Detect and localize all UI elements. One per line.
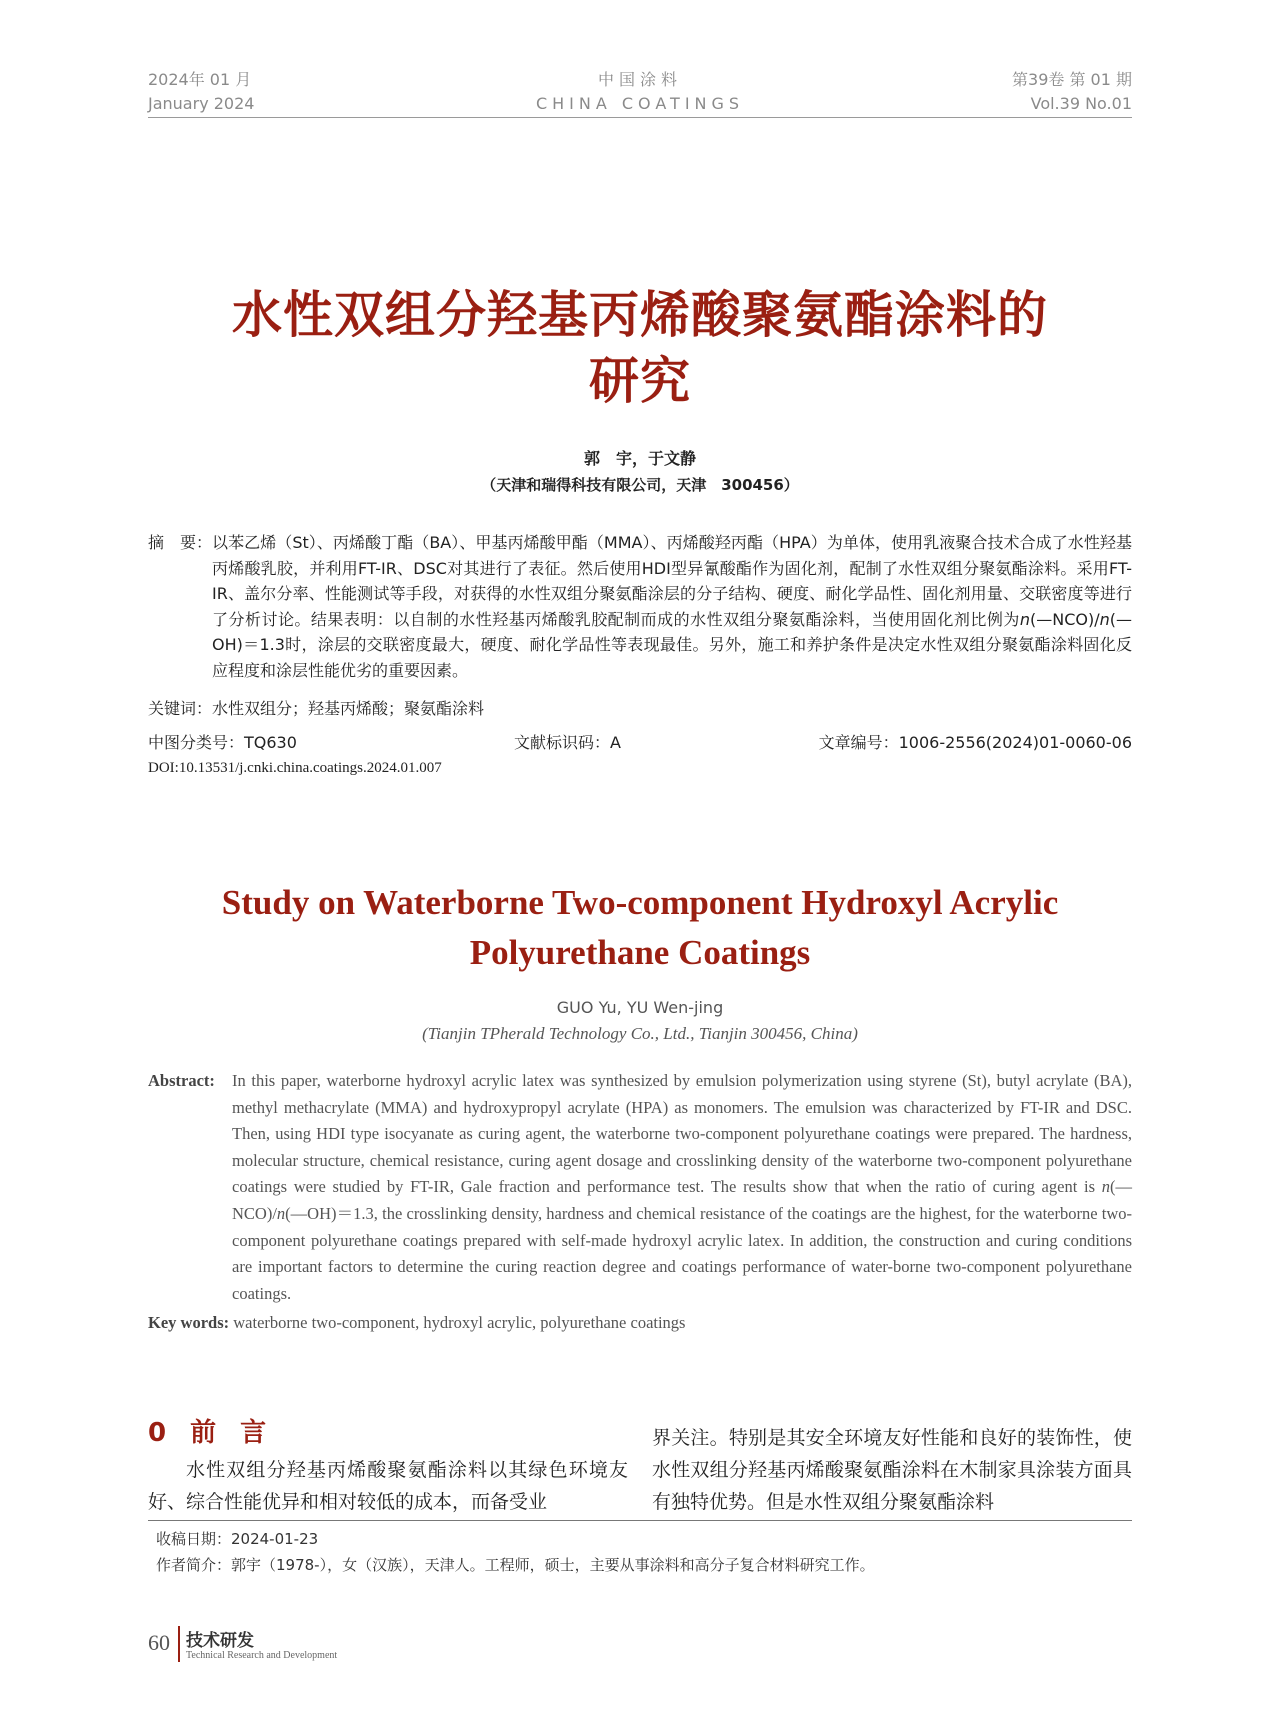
en-abstract-label: Abstract:	[148, 1071, 215, 1090]
en-title-line2: Polyurethane Coatings	[469, 933, 811, 972]
cn-title-line1: 水性双组分羟基丙烯酸聚氨酯涂料的	[232, 286, 1048, 344]
running-header	[148, 68, 1132, 118]
en-abstract-part3: (—OH)＝1.3, the crosslinking density, hardness and chemical resistance of the coatings are the highest, for the waterborne two-component polyurethane coatings prepared with self-made hydroxyl acrylic latex. In addition, the construction and curing conditions are important factors to determine the curing reaction degree and coatings performance of water-borne two-component polyurethane coatings.	[232, 1203, 1132, 1303]
clc-number: 中图分类号：TQ630	[148, 733, 297, 752]
cn-abstract-part2: (—NCO)/	[1030, 609, 1100, 629]
cn-keywords-label: 关键词：	[148, 699, 213, 718]
cn-keywords-text: 水性双组分；羟基丙烯酸；聚氨酯涂料	[212, 699, 485, 718]
cn-title-line2: 研究	[589, 352, 691, 410]
en-keywords-label: Key words:	[148, 1313, 230, 1332]
page-number: 60	[148, 1630, 170, 1655]
article-number: 文章编号：1006-2556(2024)01-0060-06	[818, 733, 1132, 752]
footnote-divider	[148, 1520, 1132, 1521]
cn-keywords	[148, 696, 1132, 719]
page-section-cn: 技术研发	[186, 1631, 254, 1651]
cn-affiliation: （天津和瑞得科技有限公司，天津 300456）	[481, 476, 799, 494]
en-authors: GUO Yu, YU Wen-jing	[556, 998, 724, 1017]
header-volume-en: Vol.39 No.01	[1030, 94, 1132, 113]
header-volume-cn: 第39卷 第 01 期	[1012, 70, 1132, 89]
header-date-cn: 2024年 01 月	[148, 70, 252, 89]
cn-abstract-part3: (—OH)＝1.3时，涂层的交联密度最大，硬度、耐化学品性等表现最佳。另外，施工和养护条件是决定水性双组分聚氨酯涂料固化反应程度和涂层性能优劣的重要因素。	[212, 609, 1132, 680]
cn-abstract-n2: n	[1099, 609, 1110, 629]
en-abstract-n1: n	[1101, 1177, 1110, 1197]
en-abstract-part2: (—NCO)/	[232, 1177, 1132, 1223]
en-keywords-text: waterborne two-component, hydroxyl acrylic, polyurethane coatings	[233, 1313, 686, 1332]
doi[interactable]: DOI:10.13531/j.cnki.china.coatings.2024.01.007	[148, 760, 442, 776]
header-journal-en: CHINA COATINGS	[535, 94, 745, 113]
cn-abstract-part1: 以苯乙烯（St）、丙烯酸丁酯（BA）、甲基丙烯酸甲酯（MMA）、丙烯酸羟丙酯（HPA）为单体，使用乳液聚合技术合成了水性羟基丙烯酸乳胶，并利用FT-IR、DSC对其进行了表征。然后使用HDI型异氰酸酯作为固化剂，配制了水性双组分聚氨酯涂料。采用FT-IR、盖尔分率、性能测试等手段，对获得的水性双组分聚氨酯涂层的分子结构、硬度、耐化学品性、固化剂用量、交联密度等进行了分析讨论。结果表明：以自制的水性羟基丙烯酸乳胶配制而成的水性双组分聚氨酯涂料，当使用固化剂比例为	[212, 533, 1132, 629]
en-abstract-text	[232, 1068, 1132, 1307]
section-title: 前言	[190, 1418, 291, 1448]
en-title-line1: Study on Waterborne Two-component Hydroxyl Acrylic	[221, 883, 1059, 922]
en-keywords	[148, 1313, 1132, 1333]
cn-abstract-label: 摘 要：	[148, 533, 213, 552]
en-abstract	[148, 1068, 1132, 1307]
section-heading-introduction	[148, 1412, 290, 1449]
footnote-received: 收稿日期：2024-01-23	[156, 1530, 319, 1548]
cn-abstract-n1: n	[1019, 609, 1030, 629]
cn-authors: 郭 宇，于文静	[583, 449, 696, 468]
body-column-left: 水性双组分羟基丙烯酸聚氨酯涂料以其绿色环境友好、综合性能优异和相对较低的成本，而备受业	[148, 1459, 628, 1513]
en-abstract-part1: In this paper, waterborne hydroxyl acrylic latex was synthesized by emulsion polymerization using styrene (St), butyl acrylate (BA), methyl methacrylate (MMA) and hydroxypropyl acrylate (HPA) as monomers. The emulsion was characterized by FT-IR and DSC. Then, using HDI type isocyanate as curing agent, the waterborne two-component polyurethane coatings were prepared. The hardness, molecular structure, chemical resistance, curing agent dosage and crosslinking density of the waterborne two-component polyurethane coatings were studied by FT-IR, Gale fraction and performance test. The results show that when the ratio of curing agent is	[232, 1071, 1132, 1197]
body-column-right: 界关注。特别是其安全环境友好性能和良好的装饰性，使水性双组分羟基丙烯酸聚氨酯涂料在木制家具涂装方面具有独特优势。但是水性双组分聚氨酯涂料	[652, 1427, 1132, 1513]
page-footer-bar	[178, 1626, 180, 1662]
section-number: 0	[148, 1418, 167, 1448]
header-journal-cn: 中国涂料	[597, 70, 682, 89]
cn-abstract-text	[212, 530, 1132, 683]
page-section-en: Technical Research and Development	[186, 1650, 338, 1661]
classification-row	[148, 730, 1132, 754]
en-abstract-n2: n	[276, 1203, 286, 1223]
header-date-en: January 2024	[148, 94, 255, 113]
en-title	[148, 878, 1132, 978]
header-divider	[148, 117, 1132, 118]
header-right	[1012, 68, 1132, 116]
header-center	[148, 68, 1132, 116]
cn-abstract	[148, 530, 1132, 683]
footnote-author-bio: 作者简介：郭宇（1978-），女（汉族），天津人。工程师，硕士，主要从事涂料和高分子复合材料研究工作。	[156, 1556, 875, 1574]
cn-title	[148, 282, 1132, 414]
en-affiliation: (Tianjin TPherald Technology Co., Ltd., Tianjin 300456, China)	[422, 1024, 858, 1043]
document-code: 文献标识码：A	[514, 733, 621, 752]
